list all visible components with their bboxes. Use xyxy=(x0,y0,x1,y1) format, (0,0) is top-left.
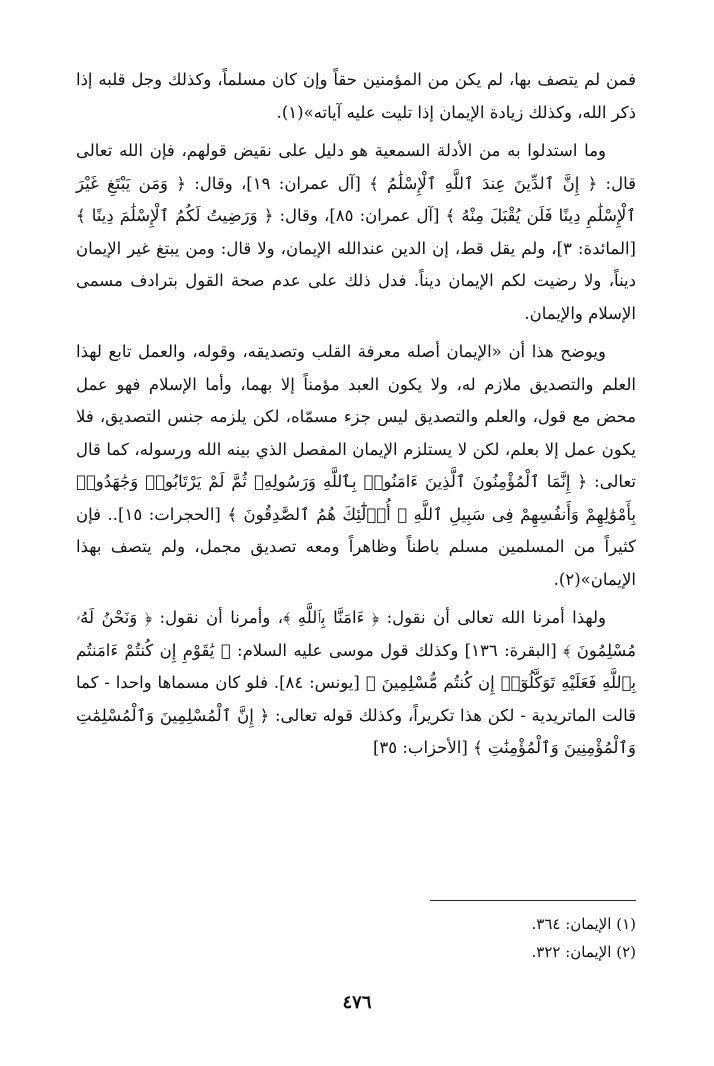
paragraph-1: فمن لم يتصف بها، لم يكن من المؤمنين حقاً وإن كان مسلماً، وكذلك وجل قلبه إذا ذكر الله، وكذلك زيادة الإيمان إذا تليت عليه آياته»(١). xyxy=(76,70,636,122)
paragraph-3: ويوضح هذا أن «الإيمان أصله معرفة القلب وتصديقه، وقوله، والعمل تابع لهذا العلم والتصديق ملازم له، ولا يكون العبد مؤمناً إلا بهما، وأما الإسلام فهو عمل محض مع قول، والعلم والتصديق ليس جزء مسمّاه، لكن يلزمه جنس التصديق، فلا يكون عمل إلا بعلم، لكن لا يستلزم الإيمان المفصل الذي بينه الله ورسوله، كما قال تعالى: ﴿ إِنَّمَا ٱلْمُؤْمِنُونَ ٱلَّذِينَ ءَامَنُوا۟ بِٱللَّهِ وَرَسُولِهِۦ ثُمَّ لَمْ يَرْتَابُوا۟ وَجَٰهَدُوا۟ بِأَمْوَٰلِهِمْ وَأَنفُسِهِمْ فِى سَبِيلِ ٱللَّهِ ۚ أُو۟لَٰٓئِكَ هُمُ ٱلصَّٰدِقُونَ ﴾ [الحجرات: ١٥].. فإن كثيراً من المسلمين مسلم باطناً وظاهراً ومعه تصديق مجمل، ولم يتصف بهذا الإيمان»(٢). xyxy=(76,342,636,589)
page-body xyxy=(76,64,636,771)
footnote-1: (١) الإيمان: ٣٦٤. xyxy=(531,915,636,933)
page-number: ٤٧٦ xyxy=(342,992,372,1013)
paragraph-4: ولهذا أمرنا الله تعالى أن نقول: ﴿ ءَامَنَّا بِٱللَّهِ ﴾، وأمرنا أن نقول: ﴿ وَنَحْنُ لَهُۥ مُسْلِمُونَ ﴾ [البقرة: ١٣٦] وكذلك قول موسى عليه السلام: ﴿ يَٰقَوْمِ إِن كُنتُمْ ءَامَنتُم بِٱللَّهِ فَعَلَيْهِ تَوَكَّلُوٓا۟ إِن كُنتُم مُّسْلِمِينَ ﴾ [يونس: ٨٤]. فلو كان مسماها واحدا - كما قالت الماتريدية - لكن هذا تكريراً، وكذلك قوله تعالى: ﴿ إِنَّ ٱلْمُسْلِمِينَ وَٱلْمُسْلِمَٰتِ وَٱلْمُؤْمِنِينَ وَٱلْمُؤْمِنَٰتِ ﴾ [الأحزاب: ٣٥] xyxy=(76,608,637,757)
paragraph-2: وما استدلوا به من الأدلة السمعية هو دليل على نقيض قولهم، فإن الله تعالى قال: ﴿ إِنَّ ٱلدِّينَ عِندَ ٱللَّهِ ٱلْإِسْلَٰمُ ﴾ [آل عمران: ١٩]، وقال: ﴿ وَمَن يَبْتَغِ غَيْرَ ٱلْإِسْلَٰمِ دِينًا فَلَن يُقْبَلَ مِنْهُ ﴾ [آل عمران: ٨٥]، وقال: ﴿ وَرَضِيتُ لَكُمُ ٱلْإِسْلَٰمَ دِينًا ﴾ [المائدة: ٣]، ولم يقل قط، إن الدين عندالله الإيمان، ولا قال: ومن يبتغ غير الإيمان ديناً، ولا رضيت لكم الإيمان ديناً. فدل ذلك على عدم صحة القول بترادف مسمى الإسلام والإيمان. xyxy=(76,141,636,323)
footnote-2: (٢) الإيمان: ٣٢٢. xyxy=(531,943,636,961)
footnote-divider xyxy=(430,900,636,901)
footnotes xyxy=(336,910,636,966)
